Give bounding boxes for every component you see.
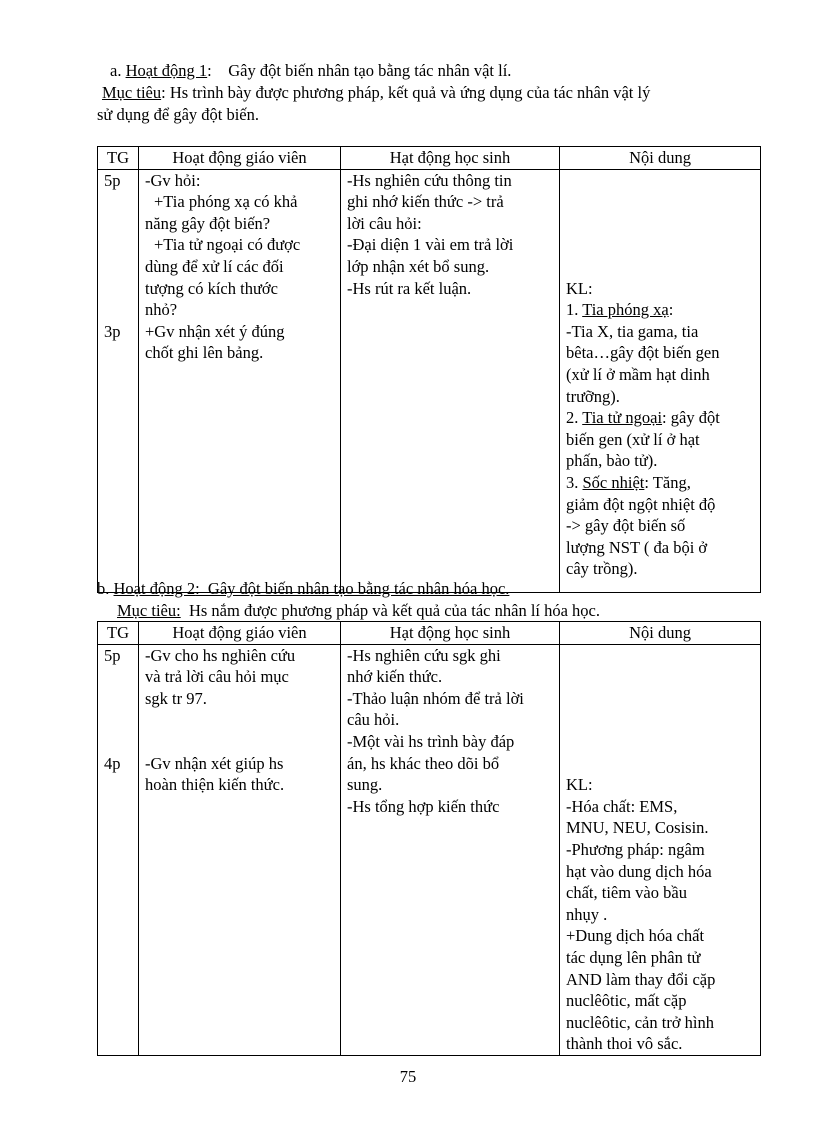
content-line: nuclêôtic, mất cặp	[566, 991, 687, 1011]
content-line: KL:	[566, 775, 593, 795]
content-item-2-heading: 2. Tia tử ngoại: gây đột	[566, 408, 720, 428]
section-b-objective-rest: Hs nắm được phương pháp và kết quả của tác nhân lí hóa học.	[180, 601, 601, 620]
section-b-objective	[117, 600, 600, 622]
content-item-1-heading: 1. Tia phóng xạ:	[566, 300, 674, 320]
header-teacher: Hoạt động giáo viên	[139, 622, 341, 645]
header-teacher: Hoạt động giáo viên	[139, 147, 341, 170]
teacher-line: -Gv hỏi:	[145, 170, 201, 190]
content-line: nhụy .	[566, 904, 608, 924]
table-row	[98, 169, 761, 592]
content-cell	[560, 169, 761, 592]
section-a-objective-line1: : Hs trình bày được phương pháp, kết quả và ứng dụng của tác nhân vật lý	[161, 83, 651, 102]
section-b-prefix: b.	[97, 579, 114, 598]
table-row	[98, 644, 761, 1055]
content-item-3-heading: 3. Sốc nhiệt: Tăng,	[566, 472, 691, 492]
content-line: -Phương pháp: ngâm	[566, 839, 705, 859]
activity-table-1	[97, 146, 761, 593]
content-line: tác dụng lên phân tử	[566, 947, 701, 967]
student-line: nhớ kiến thức.	[347, 667, 443, 687]
section-a-title-label: Hoạt động 1	[125, 61, 208, 80]
content-line: (xử lí ở mầm hạt dinh	[566, 364, 710, 384]
content-line: AND làm thay đổi cặp	[566, 969, 716, 989]
student-line: -Hs nghiên cứu thông tin	[347, 170, 512, 190]
student-line: -Hs nghiên cứu sgk ghi	[347, 645, 501, 665]
student-line: câu hỏi.	[347, 710, 400, 730]
section-a-objective	[102, 82, 650, 104]
section-a-objective-line2: sử dụng để gây đột biến.	[97, 105, 260, 124]
header-content: Nội dung	[560, 622, 761, 645]
student-line: lớp nhận xét bổ sung.	[347, 256, 490, 276]
student-line: -Thảo luận nhóm để trả lời	[347, 688, 524, 708]
time-value: 5p	[104, 170, 121, 190]
student-line: -Hs tổng hợp kiến thức	[347, 796, 500, 816]
section-b-objective-label: Mục tiêu:	[117, 601, 181, 620]
student-line: -Một vài hs trình bày đáp	[347, 731, 515, 751]
content-line: lượng NST ( đa bội ở	[566, 537, 708, 557]
section-a-prefix: a.	[110, 61, 126, 80]
teacher-line: +Tia phóng xạ có khả	[154, 192, 298, 212]
content-line: giảm đột ngột nhiệt độ	[566, 494, 716, 514]
teacher-cell	[139, 169, 341, 592]
content-line: -Hóa chất: EMS,	[566, 796, 678, 816]
content-line: thành thoi vô sắc.	[566, 1034, 683, 1054]
table-header-row	[98, 147, 761, 170]
teacher-line: +Tia tử ngoại có được	[154, 235, 301, 255]
teacher-line: dùng để xử lí các đối	[145, 256, 284, 276]
time-value: 4p	[104, 753, 121, 773]
header-time: TG	[98, 622, 139, 645]
content-line: trưỡng).	[566, 386, 620, 406]
student-line: án, hs khác theo dõi bổ	[347, 753, 500, 773]
student-cell	[341, 644, 560, 1055]
section-b-title-label: Hoạt động 2	[113, 579, 196, 598]
table-header-row	[98, 622, 761, 645]
teacher-line: tượng có kích thước	[145, 278, 278, 298]
header-student: Hạt động học sinh	[341, 622, 560, 645]
teacher-line: hoàn thiện kiến thức.	[145, 775, 285, 795]
content-line: hạt vào dung dịch hóa	[566, 861, 712, 881]
content-line: -> gây đột biến số	[566, 516, 686, 536]
content-line: nuclêôtic, cản trở hình	[566, 1012, 715, 1032]
time-value: 5p	[104, 645, 121, 665]
teacher-line: chốt ghi lên bảng.	[145, 343, 264, 363]
content-kl: KL:	[566, 278, 593, 298]
content-line: +Dung dịch hóa chất	[566, 926, 705, 946]
teacher-line: -Gv nhận xét giúp hs	[145, 753, 284, 773]
content-line: phấn, bào tử).	[566, 451, 658, 471]
teacher-line: +Gv nhận xét ý đúng	[145, 321, 285, 341]
student-line: lời câu hỏi:	[347, 213, 422, 233]
page-number: 75	[399, 1067, 417, 1086]
teacher-line: nhỏ?	[145, 300, 178, 320]
student-line: ghi nhớ kiến thức -> trả	[347, 192, 504, 212]
section-b-heading	[97, 578, 509, 600]
teacher-line: -Gv cho hs nghiên cứu	[145, 645, 296, 665]
time-value: 3p	[104, 321, 121, 341]
teacher-cell	[139, 644, 341, 1055]
teacher-line: năng gây đột biến?	[145, 213, 271, 233]
time-cell	[98, 169, 139, 592]
section-a-title-rest: : Gây đột biến nhân tạo bằng tác nhân vật lí.	[207, 61, 512, 80]
content-line: -Tia X, tia gama, tia	[566, 321, 699, 341]
section-a-objective-label: Mục tiêu	[102, 83, 162, 102]
section-a-heading	[110, 60, 511, 82]
header-content: Nội dung	[560, 147, 761, 170]
header-time: TG	[98, 147, 139, 170]
student-line: -Hs rút ra kết luận.	[347, 278, 472, 298]
student-cell	[341, 169, 560, 592]
activity-table-2	[97, 621, 761, 1056]
content-line: MNU, NEU, Cosisin.	[566, 818, 709, 838]
teacher-line: và trả lời câu hỏi mục	[145, 667, 289, 687]
section-b-title-rest: : Gây đột biến nhân tạo bằng tác nhân hóa học.	[195, 579, 510, 598]
teacher-line: sgk tr 97.	[145, 688, 207, 708]
content-line: biến gen (xử lí ở hạt	[566, 429, 700, 449]
content-line: bêta…gây đột biến gen	[566, 343, 720, 363]
content-cell	[560, 644, 761, 1055]
student-line: -Đại diện 1 vài em trả lời	[347, 235, 514, 255]
student-line: sung.	[347, 775, 383, 795]
header-student: Hạt động học sinh	[341, 147, 560, 170]
content-line: cây trồng).	[566, 559, 638, 579]
time-cell	[98, 644, 139, 1055]
content-line: chất, tiêm vào bầu	[566, 883, 687, 903]
